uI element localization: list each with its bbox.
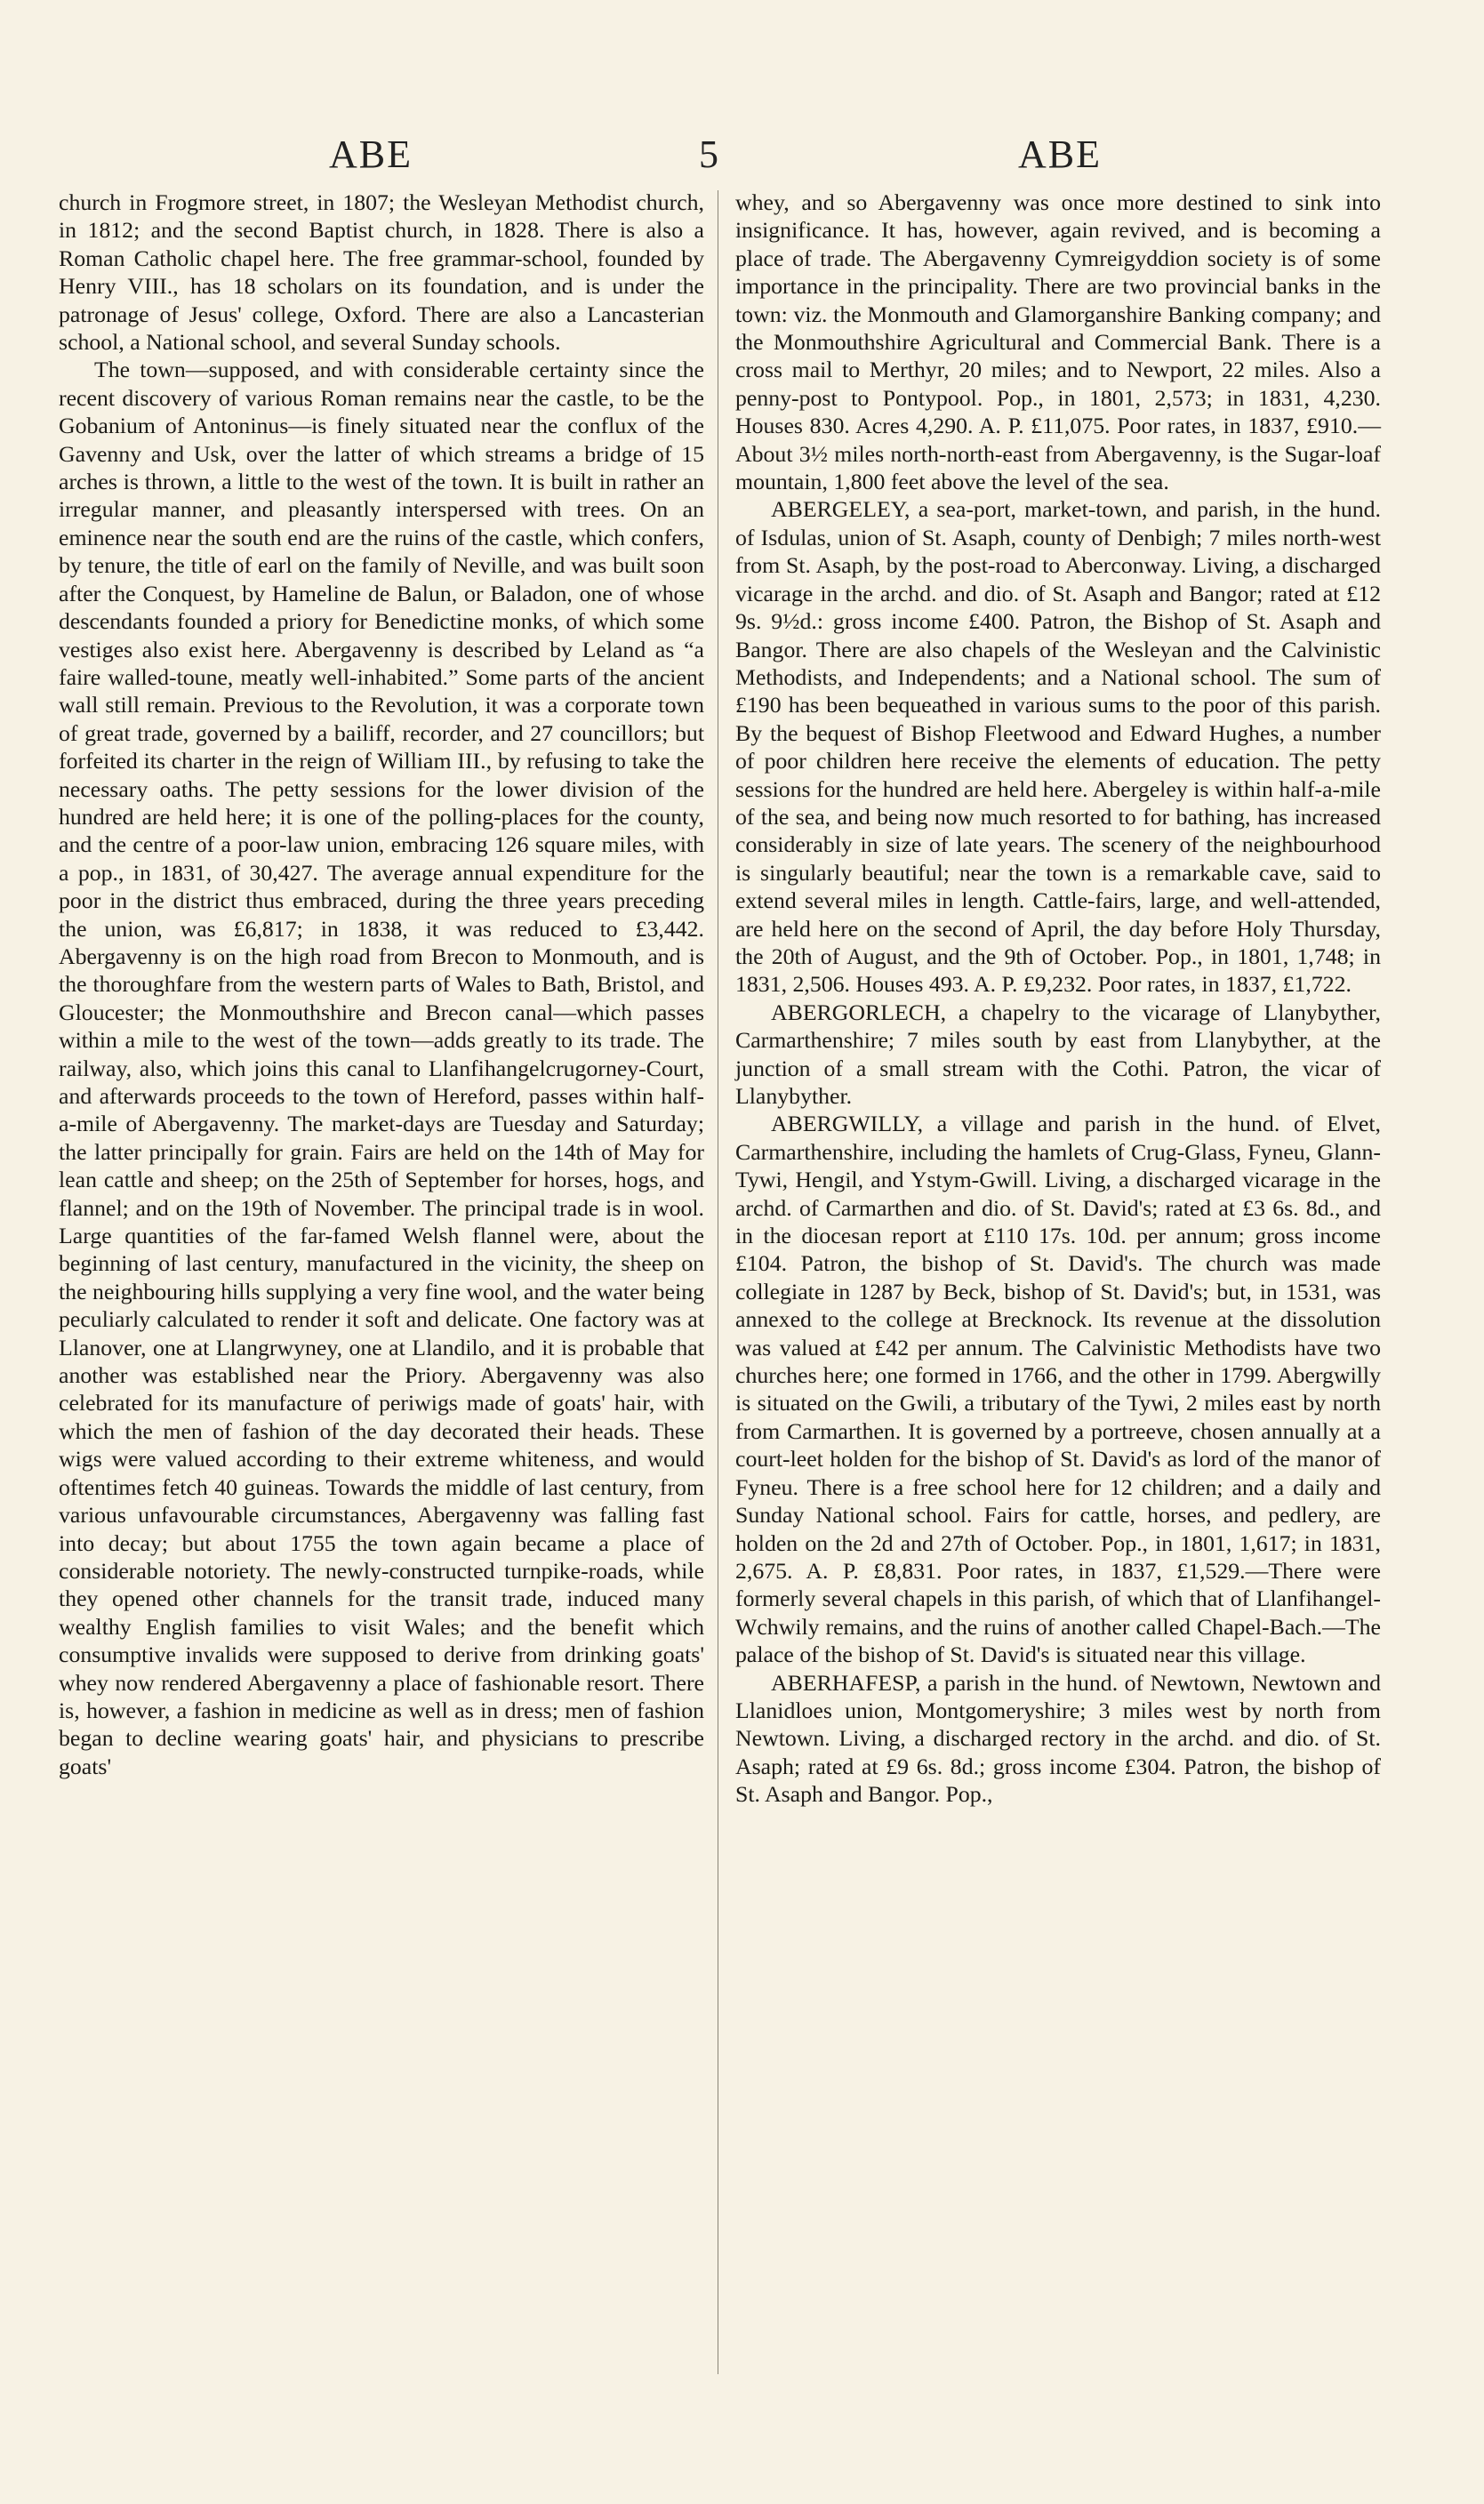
- entry-abergorlech: ABERGORLECH, a chapelry to the vicarage of Llanybyther, Carmarthenshire; 7 miles south by east from Llanybyther, at the junction of a small stream with the Cothi. Patron, the vicar of Llanybyther.: [735, 999, 1381, 1109]
- paragraph: The town—supposed, and with considerable certainty since the recent discovery of various Roman remains near the castle, to be the Gobanium of Antoninus—is finely situated near the conflux of the Gavenny and Usk, over the latter of which streams a bridge of 15 arches is thrown, a little to the west of the town. It is built in rather an irregular manner, and pleasantly interspersed with trees. On an eminence near the south end are the ruins of the castle, which confers, by tenure, the title of earl on the family of Neville, and was built soon after the Conquest, by Hameline de Balun, or Baladon, one of whose descendants founded a priory for Benedictine monks, of which some vestiges also exist here. Abergavenny is described by Leland as “a faire walled-toune, meatly well-inhabited.” Some parts of the ancient wall still remain. Previous to the Revolution, it was a corporate town of great trade, governed by a bailiff, recorder, and 27 councillors; but forfeited its charter in the reign of William III., by refusing to take the necessary oaths. The petty sessions for the lower division of the hundred are held here; it is one of the polling-places for the county, and the centre of a poor-law union, embracing 126 square miles, with a pop., in 1831, of 30,427. The average annual expenditure for the poor in the district thus embraced, during the three years preceding the union, was £6,817; in 1838, it was reduced to £3,442. Abergavenny is on the high road from Brecon to Monmouth, and is the thoroughfare from the western parts of Wales to Bath, Bristol, and Gloucester; the Monmouthshire and Brecon canal—which passes within a mile to the west of the town—adds greatly to its trade. The railway, also, which joins this canal to Llanfihangelcrugorney-Court, and afterwards proceeds to the town of Hereford, passes within half-a-mile of Abergavenny. The market-days are Tuesday and Saturday; the latter principally for grain. Fairs are held on the 14th of May for lean cattle and sheep; on the 25th of September for horses, hogs, and flannel; and on the 19th of November. The principal trade is in wool. Large quantities of the far-famed Welsh flannel were, about the beginning of last century, manufactured in the vicinity, the sheep on the neighbouring hills supplying a very fine wool, and the water being peculiarly calculated to render it soft and delicate. One factory was at Llanover, one at Llangrwyney, one at Llandilo, and it is probable that another was established near the Priory. Abergavenny was also celebrated for its manufacture of periwigs made of goats' hair, with which the men of fashion of the day decorated their heads. These wigs were valued according to their extreme whiteness, and would oftentimes fetch 40 guineas. Towards the middle of last century, from various unfavourable circumstances, Abergavenny was falling fast into decay; but about 1755 the town again became a place of considerable notoriety. The newly-constructed turnpike-roads, while they opened other channels for the transit trade, induced many wealthy English families to visit Wales; and the benefit which consumptive invalids were supposed to derive from drinking goats' whey now rendered Abergavenny a place of fashionable resort. There is, however, a fashion in medicine as well as in dress; men of fashion began to decline wearing goats' hair, and physicians to prescribe goats': [59, 357, 704, 1779]
- entry-aberhafesp: ABERHAFESP, a parish in the hund. of Newtown, Newtown and Llanidloes union, Montgomeryshire; 3 miles west by north from Newtown. Living, a discharged rectory in the archd. and dio. of St. Asaph; rated at £9 6s. 8d.; gross income £304. Patron, the bishop of St. Asaph and Bangor. Pop.,: [735, 1669, 1381, 1808]
- header-right-word: ABE: [1018, 132, 1102, 176]
- paragraph: whey, and so Abergavenny was once more destined to sink into insignificance. It has, however, again revived, and is becoming a place of trade. The Abergavenny Cymreigyddion society is of some importance in the principality. There are two provincial banks in the town: viz. the Monmouth and Glamorganshire Banking company; and the Monmouthshire Agricultural and Commercial Bank. There is a cross mail to Merthyr, 20 miles; and to Newport, 22 miles. Also a penny-post to Pontypool. Pop., in 1801, 2,573; in 1831, 4,230. Houses 830. Acres 4,290. A. P. £11,075. Poor rates, in 1837, £910.—About 3½ miles north-north-east from Abergavenny, is the Sugar-loaf mountain, 1,800 feet above the level of the sea.: [735, 189, 1381, 495]
- paragraph: church in Frogmore street, in 1807; the Wesleyan Methodist church, in 1812; and the second Baptist church, in 1828. There is also a Roman Catholic chapel here. The free grammar-school, founded by Henry VIII., has 18 scholars on its foundation, and is under the patronage of Jesus' college, Oxford. There are also a Lancasterian school, a National school, and several Sunday schools.: [59, 189, 704, 356]
- entry-abergwilly: ABERGWILLY, a village and parish in the hund. of Elvet, Carmarthenshire, including the hamlets of Crug-Glass, Fyneu, Glann-Tywi, Hengil, and Ystym-Gwill. Living, a discharged vicarage in the archd. of Carmarthen and dio. of St. David's; rated at £3 6s. 8d., and in the diocesan report at £110 17s. 10d. per annum; gross income £104. Patron, the bishop of St. David's. The church was made collegiate in 1287 by Beck, bishop of St. David's; but, in 1531, was annexed to the college at Brecknock. Its revenue at the dissolution was valued at £42 per annum. The Calvinistic Methodists have two churches here; one formed in 1766, and the other in 1799. Abergwilly is situated on the Gwili, a tributary of the Tywi, 2 miles east by north from Carmarthen. It is governed by a portreeve, chosen annually at a court-leet holden for the bishop of St. David's as lord of the manor of Fyneu. There is a free school here for 12 children; and a daily and Sunday National school. Fairs for cattle, horses, and pedlery, are holden on the 2d and 27th of October. Pop., in 1801, 1,617; in 1831, 2,675. A. P. £8,831. Poor rates, in 1837, £1,529.—There were formerly several chapels in this parish, of which that of Llanfihangel-Wchwily remains, and the ruins of another called Chapel-Bach.—The palace of the bishop of St. David's is situated near this village.: [735, 1111, 1381, 1668]
- page-number: 5: [699, 132, 720, 176]
- running-header: [0, 132, 1484, 176]
- entry-abergeley: ABERGELEY, a sea-port, market-town, and parish, in the hund. of Isdulas, union of St. Asaph, county of Denbigh; 7 miles north-west from St. Asaph, by the post-road to Aberconway. Living, a discharged vicarage in the archd. and dio. of St. Asaph and Bangor; rated at £12 9s. 9½d.: gross income £400. Patron, the Bishop of St. Asaph and Bangor. There are also chapels of the Wesleyan and the Calvinistic Methodists, and Independents; and a National school. The sum of £190 has been bequeathed in various sums to the poor of this parish. By the bequest of Bishop Fleetwood and Edward Hughes, a number of poor children here receive the elements of education. The petty sessions for the hundred are held here. Abergeley is within half-a-mile of the sea, and being now much resorted to for bathing, has increased considerably in size of late years. The scenery of the neighbourhood is singularly beautiful; near the town is a remarkable cave, said to extend several miles in length. Cattle-fairs, large, and well-attended, are held here on the second of April, the day before Holy Thursday, the 20th of August, and the 9th of October. Pop., in 1801, 1,748; in 1831, 2,506. Houses 493. A. P. £9,232. Poor rates, in 1837, £1,722.: [735, 496, 1381, 998]
- header-left-word: ABE: [329, 132, 413, 176]
- right-column: [735, 189, 1381, 1809]
- left-column: [59, 189, 704, 1780]
